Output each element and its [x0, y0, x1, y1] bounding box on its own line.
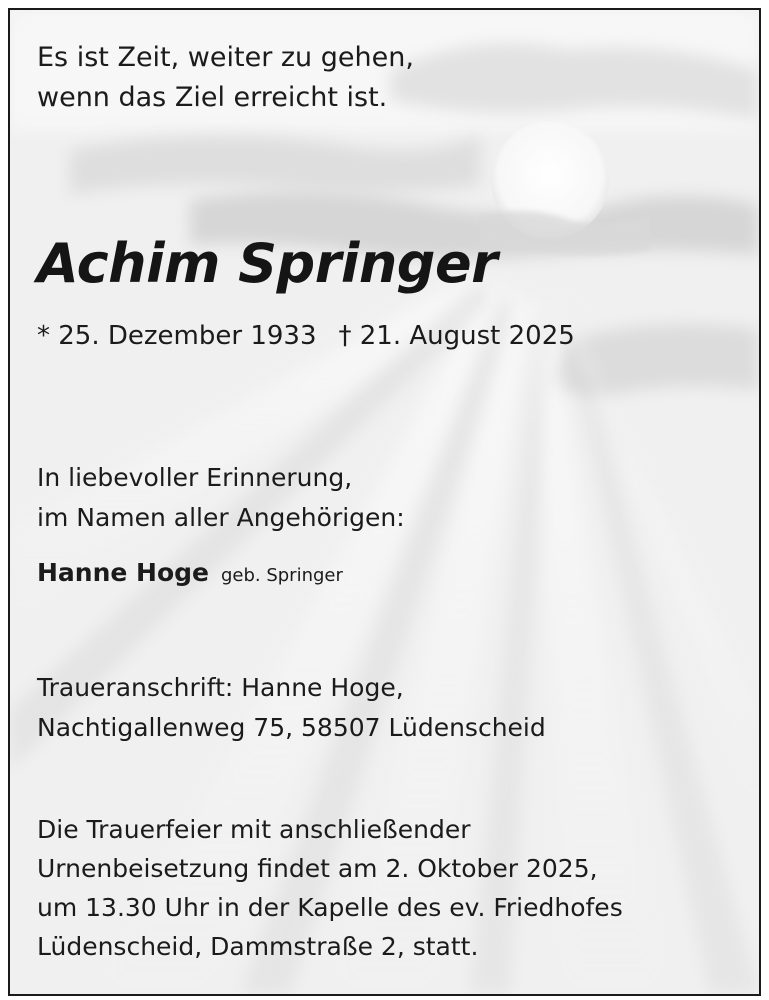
verse — [37, 38, 414, 118]
deceased-name: Achim Springer — [37, 232, 498, 295]
address-line-1: Traueranschrift: Hanne Hoge, — [37, 673, 404, 702]
verse-line-2: wenn das Ziel erreicht ist. — [37, 82, 388, 113]
remembrance-text — [37, 458, 405, 538]
family-member-name: Hanne Hoge — [37, 558, 209, 587]
remembrance-line-2: im Namen aller Angehörigen: — [37, 503, 405, 532]
address-line-2: Nachtigallenweg 75, 58507 Lüdenscheid — [37, 713, 546, 742]
obituary-frame — [8, 8, 761, 996]
death-date: † 21. August 2025 — [338, 321, 575, 351]
family-member-born-name: geb. Springer — [220, 565, 343, 586]
verse-line-1: Es ist Zeit, weiter zu gehen, — [37, 42, 414, 73]
family-signature — [37, 553, 343, 596]
remembrance-line-1: In liebevoller Erinnerung, — [37, 463, 353, 492]
birth-date: * 25. Dezember 1933 — [37, 321, 317, 351]
service-line-2: Urnenbeisetzung findet am 2. Oktober 2025, — [37, 854, 598, 883]
funeral-service-info — [37, 810, 623, 966]
service-line-4: Lüdenscheid, Dammstraße 2, statt. — [37, 932, 479, 961]
service-line-3: um 13.30 Uhr in der Kapelle des ev. Friedhofes — [37, 893, 623, 922]
mourning-address — [37, 668, 546, 748]
service-line-1: Die Trauerfeier mit anschließender — [37, 815, 471, 844]
life-dates — [37, 316, 575, 356]
